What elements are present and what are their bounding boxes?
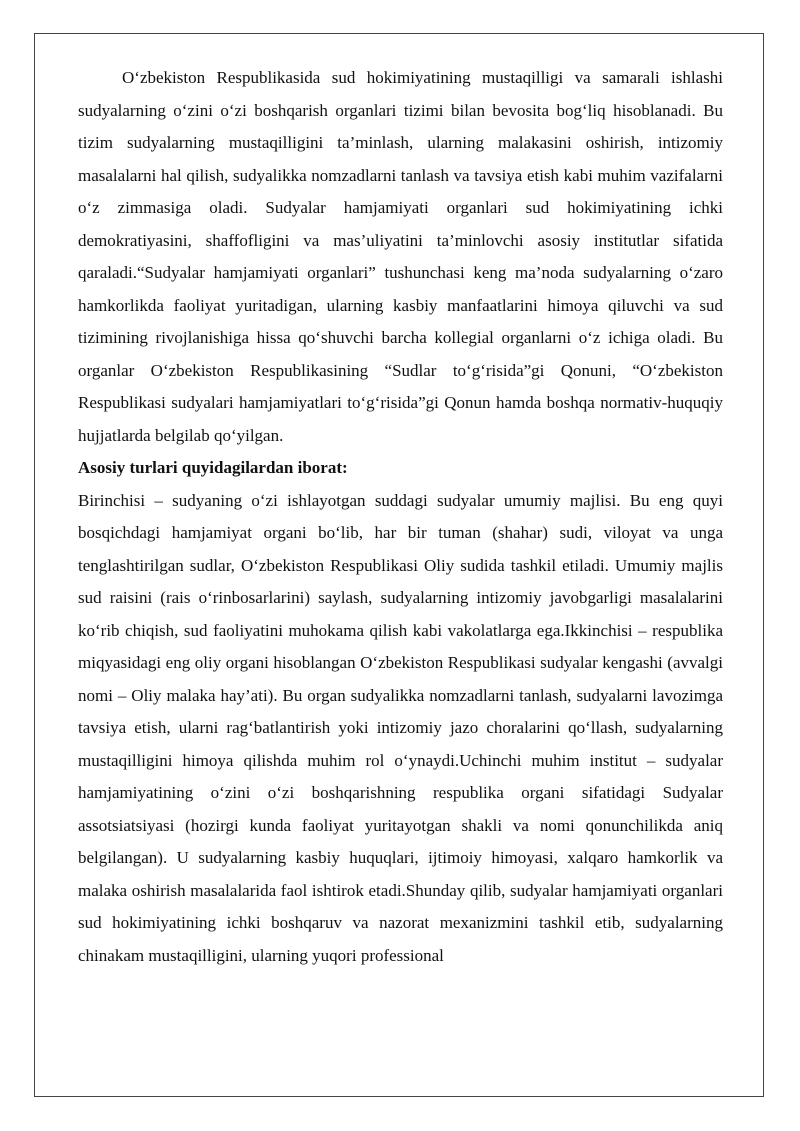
types-paragraph: Birinchisi – sudyaning o‘zi ishlayotgan suddagi sudyalar umumiy majlisi. Bu eng quyi bosqichdagi hamjamiyat organi bo‘lib, har bir tuman (shahar) sudi, viloyat va unga tenglashtirilgan sudlar, O‘zbekiston Respublikasi Oliy sudida tashkil etiladi. Umumiy majlis sud raisini (rais o‘rinbosarlarini) saylash, sudyalarning intizomiy javobgarligi masalalarini ko‘rib chiqish, sud faoliyatini muhokama qilish kabi vakolatlarga ega.Ikkinchisi – respublika miqyasidagi eng oliy organi hisoblangan O‘zbekiston Respublikasi sudyalar kengashi (avvalgi nomi – Oliy malaka hay’ati). Bu organ sudyalikka nomzadlarni tanlash, sudyalarni lavozimga tavsiya etish, ularni rag‘batlantirish yoki intizomiy jazo choralarini qo‘llash, sudyalarning mustaqilligini himoya qilishda muhim rol o‘ynaydi.Uchinchi muhim institut – sudyalar hamjamiyatining o‘zini o‘zi boshqarishning respublika organi sifatidagi Sudyalar assotsiatsiyasi (hozirgi kunda faoliyat yuritayotgan shakli va nomi qonunchilikda aniq belgilangan). U sudyalarning kasbiy huquqlari, ijtimoiy himoyasi, xalqaro hamkorlik va malaka oshirish masalalarida faol ishtirok etadi.Shunday qilib, sudyalar hamjamiyati organlari sud hokimiyatining ichki boshqaruv va nazorat mexanizmini tashkil etib, sudyalarning chinakam mustaqilligini, ularning yuqori professional	[78, 490, 723, 965]
intro-paragraph: O‘zbekiston Respublikasida sud hokimiyatining mustaqilligi va samarali ishlashi sudyalarning o‘zini o‘zi boshqarish organlari tizimi bilan bevosita bog‘liq hisoblanadi. Bu tizim sudyalarning mustaqilligini ta’minlash, ularning malakasini oshirish, intizomiy masalalarni hal qilish, sudyalikka nomzadlarni tanlash va tavsiya etish kabi muhim vazifalarni o‘z zimmasiga oladi. Sudyalar hamjamiyati organlari sud hokimiyatining ichki demokratiyasini, shaffofligini va mas’uliyatini ta’minlovchi asosiy institutlar sifatida qaraladi.“Sudyalar hamjamiyati organlari” tushunchasi keng ma’noda sudyalarning o‘zaro hamkorlikda faoliyat yuritadigan, ularning kasbiy manfaatlarini himoya qiluvchi va sud tizimining rivojlanishiga hissa qo‘shuvchi barcha kollegial organlarni o‘z ichiga oladi. Bu organlar O‘zbekiston Respublikasining “Sudlar to‘g‘risida”gi Qonuni, “O‘zbekiston Respublikasi sudyalari hamjamiyatlari to‘g‘risida”gi Qonun hamda boshqa normativ-huquqiy hujjatlarda belgilab qo‘yilgan.	[78, 68, 723, 445]
section-heading: Asosiy turlari quyidagilardan iborat:	[78, 458, 348, 477]
document-body	[78, 62, 723, 972]
